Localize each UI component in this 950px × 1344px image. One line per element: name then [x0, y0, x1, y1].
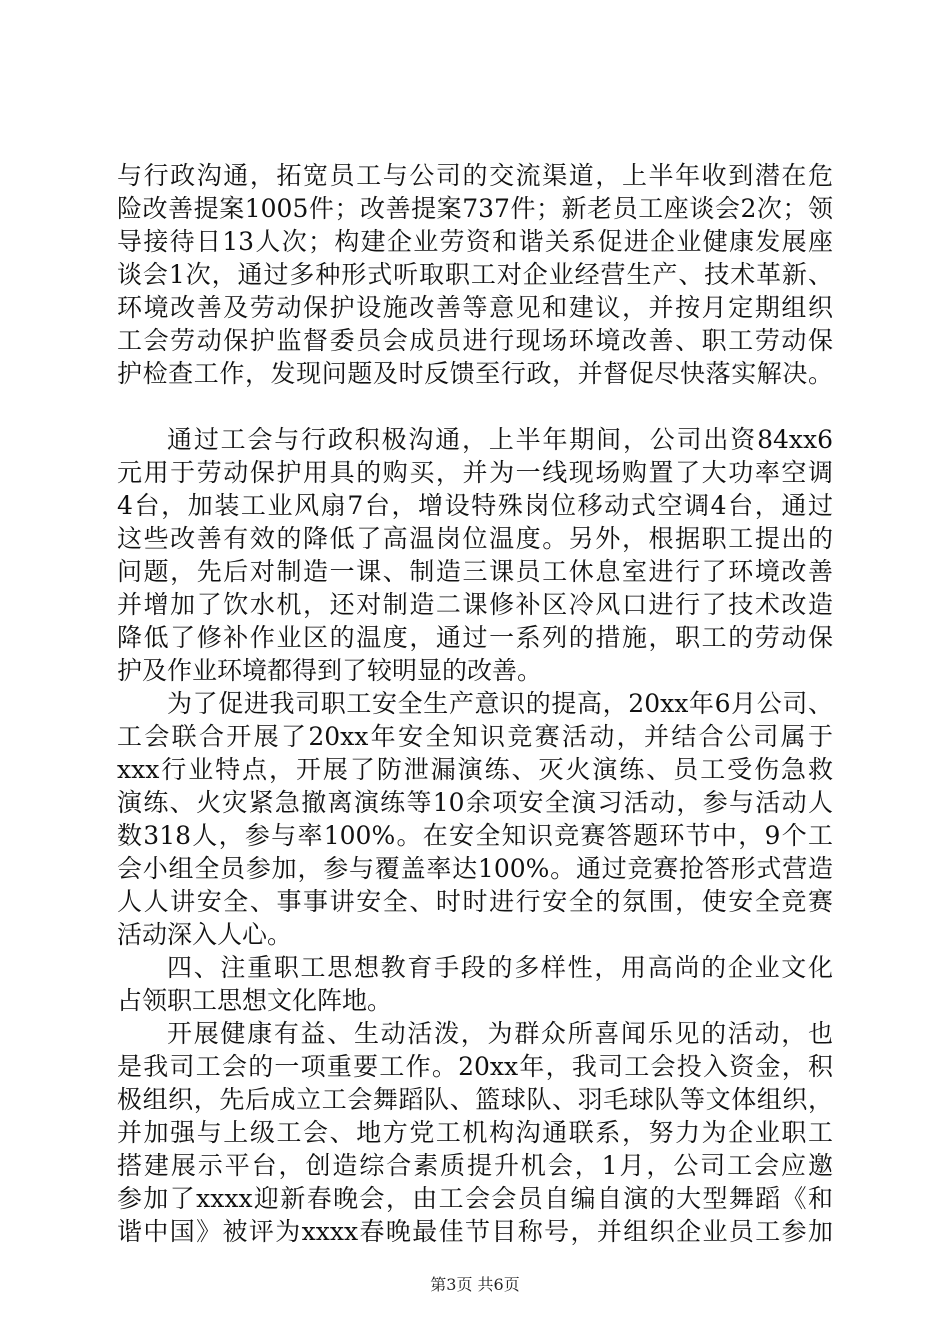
text-line: 会小组全员参加，参与覆盖率达100%。通过竞赛抢答形式营造: [117, 854, 833, 883]
text-line: 护检查工作，发现问题及时反馈至行政，并督促尽快落实解决。: [117, 359, 833, 388]
text-line: 降低了修补作业区的温度，通过一系列的措施，职工的劳动保: [117, 623, 833, 652]
text-line: 极组织，先后成立工会舞蹈队、篮球队、羽毛球队等文体组织，: [117, 1085, 833, 1114]
text-line: 通过工会与行政积极沟通，上半年期间，公司出资84xx6: [167, 425, 833, 454]
text-line: 并加强与上级工会、地方党工机构沟通联系，努力为企业职工: [117, 1118, 833, 1147]
text-line: 是我司工会的一项重要工作。20xx年，我司工会投入资金，积: [117, 1052, 833, 1081]
text-line: 开展健康有益、生动活泼，为群众所喜闻乐见的活动，也: [167, 1019, 833, 1048]
text-line: 活动深入人心。: [117, 920, 293, 949]
text-line: 谈会1次，通过多种形式听取职工对企业经营生产、技术革新、: [117, 260, 833, 289]
text-line: 人人讲安全、事事讲安全、时时进行安全的氛围，使安全竞赛: [117, 887, 833, 916]
text-line: 环境改善及劳动保护设施改善等意见和建议，并按月定期组织: [117, 293, 833, 322]
text-line: 问题，先后对制造一课、制造三课员工休息室进行了环境改善: [117, 557, 833, 586]
text-line: 工会联合开展了20xx年安全知识竞赛活动，并结合公司属于: [117, 722, 833, 751]
text-line: 工会劳动保护监督委员会成员进行现场环境改善、职工劳动保: [117, 326, 833, 355]
text-line: 数318人，参与率100%。在安全知识竞赛答题环节中，9个工: [117, 821, 833, 850]
text-line: 搭建展示平台，创造综合素质提升机会，1月，公司工会应邀: [117, 1151, 833, 1180]
text-line: 谐中国》被评为xxxx春晚最佳节目称号，并组织企业员工参加: [117, 1217, 833, 1246]
text-line: 为了促进我司职工安全生产意识的提高，20xx年6月公司、: [167, 689, 833, 718]
text-line: 与行政沟通，拓宽员工与公司的交流渠道，上半年收到潜在危: [117, 161, 833, 190]
text-line: 护及作业环境都得到了较明显的改善。: [117, 656, 543, 685]
page-footer: 第3页 共6页: [430, 1275, 520, 1294]
text-line: 四、注重职工思想教育手段的多样性，用高尚的企业文化: [167, 953, 833, 982]
text-line: 并增加了饮水机，还对制造二课修补区冷风口进行了技术改造: [117, 590, 833, 619]
text-line: 参加了xxxx迎新春晚会，由工会会员自编自演的大型舞蹈《和: [117, 1184, 833, 1213]
text-line: 占领职工思想文化阵地。: [117, 986, 393, 1015]
text-line: xxx行业特点，开展了防泄漏演练、灭火演练、员工受伤急救: [117, 755, 833, 784]
text-line: 险改善提案1005件；改善提案737件；新老员工座谈会2次；领: [117, 194, 833, 223]
text-line: 元用于劳动保护用具的购买，并为一线现场购置了大功率空调: [117, 458, 833, 487]
text-line: 导接待日13人次；构建企业劳资和谐关系促进企业健康发展座: [117, 227, 833, 256]
text-line: 4台，加装工业风扇7台，增设特殊岗位移动式空调4台，通过: [117, 491, 833, 520]
text-line: 这些改善有效的降低了高温岗位温度。另外，根据职工提出的: [117, 524, 833, 553]
text-line: 演练、火灾紧急撤离演练等10余项安全演习活动，参与活动人: [117, 788, 833, 817]
